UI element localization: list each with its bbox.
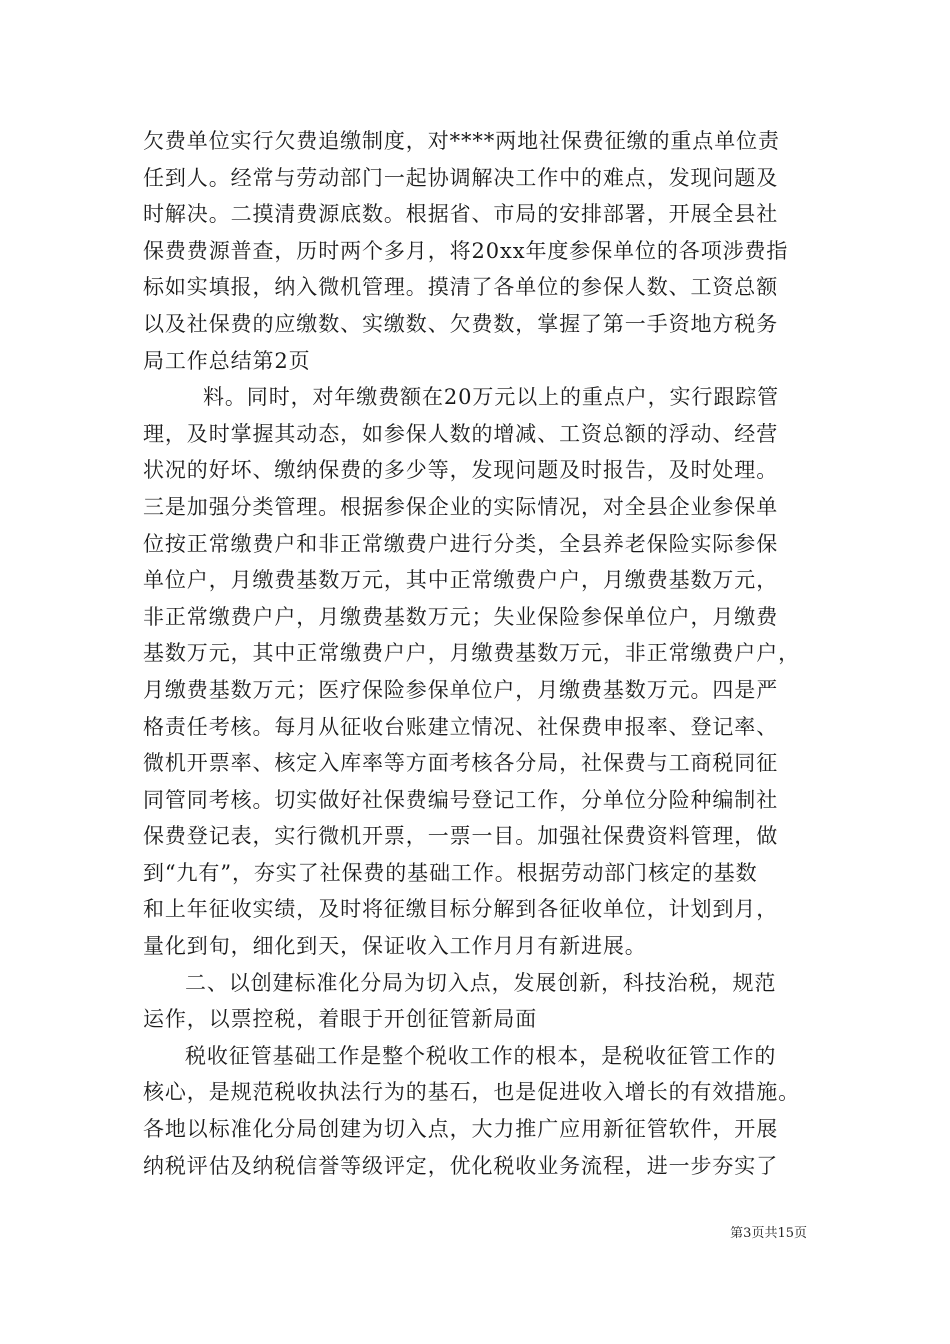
page-number: 第3页共15页 — [730, 1226, 807, 1241]
text-line: 单位户，月缴费基数万元，其中正常缴费户户，月缴费基数万元， — [143, 568, 779, 593]
text-line: 税收征管基础工作是整个税收工作的根本，是税收征管工作的 — [185, 1043, 777, 1068]
text-line: 理，及时掌握其动态，如参保人数的增减、工资总额的浮动、经营 — [143, 421, 779, 446]
text-line: 各地以标准化分局创建为切入点，大力推广应用新征管软件，开展 — [143, 1117, 779, 1142]
text-line: 二、以创建标准化分局为切入点，发展创新，科技治税，规范 — [185, 970, 777, 995]
text-line: 运作，以票控税，着眼于开创征管新局面 — [143, 1007, 538, 1032]
text-line: 欠费单位实行欠费追缴制度，对****两地社保费征缴的重点单位责 — [143, 129, 780, 153]
text-line: 保费登记表，实行微机开票，一票一目。加强社保费资料管理，做 — [143, 824, 779, 849]
text-line: 非正常缴费户户，月缴费基数万元；失业保险参保单位户，月缴费 — [143, 604, 779, 629]
text-line: 保费费源普查，历时两个多月，将20xx年度参保单位的各项涉费指 — [143, 238, 789, 263]
text-line: 三是加强分类管理。根据参保企业的实际情况，对全县企业参保单 — [143, 494, 779, 519]
text-line: 量化到旬，细化到天，保证收入工作月月有新进展。 — [143, 934, 647, 959]
text-line: 状况的好坏、缴纳保费的多少等，发现问题及时报告，及时处理。 — [143, 458, 779, 483]
document-body — [143, 123, 811, 1184]
text-line: 任到人。经常与劳动部门一起协调解决工作中的难点，发现问题及 — [143, 165, 779, 190]
text-line: 到“九有”，夯实了社保费的基础工作。根据劳动部门核定的基数 — [143, 860, 758, 885]
text-line: 标如实填报，纳入微机管理。摸清了各单位的参保人数、工资总额 — [143, 275, 779, 300]
text-line: 和上年征收实绩，及时将征缴目标分解到各征收单位，计划到月， — [143, 897, 779, 922]
text-line: 料。同时，对年缴费额在20万元以上的重点户，实行跟踪管 — [203, 385, 780, 410]
text-line: 位按正常缴费户和非正常缴费户进行分类，全县养老保险实际参保 — [143, 531, 779, 556]
text-line: 纳税评估及纳税信誉等级评定，优化税收业务流程，进一步夯实了 — [143, 1153, 779, 1178]
text-line: 核心，是规范税收执法行为的基石，也是促进收入增长的有效措施。 — [143, 1080, 800, 1105]
text-line: 时解决。二摸清费源底数。根据省、市局的安排部署，开展全县社 — [143, 202, 779, 227]
text-line: 同管同考核。切实做好社保费编号登记工作，分单位分险种编制社 — [143, 787, 779, 812]
text-line: 基数万元，其中正常缴费户户，月缴费基数万元，非正常缴费户户， — [143, 641, 800, 666]
text-line: 局工作总结第2页 — [143, 348, 311, 373]
text-line: 月缴费基数万元；医疗保险参保单位户，月缴费基数万元。四是严 — [143, 677, 779, 702]
text-line: 以及社保费的应缴数、实缴数、欠费数，掌握了第一手资地方税务 — [143, 311, 779, 336]
text-line: 微机开票率、核定入库率等方面考核各分局，社保费与工商税同征 — [143, 751, 779, 776]
text-line: 格责任考核。每月从征收台账建立情况、社保费申报率、登记率、 — [143, 714, 779, 739]
